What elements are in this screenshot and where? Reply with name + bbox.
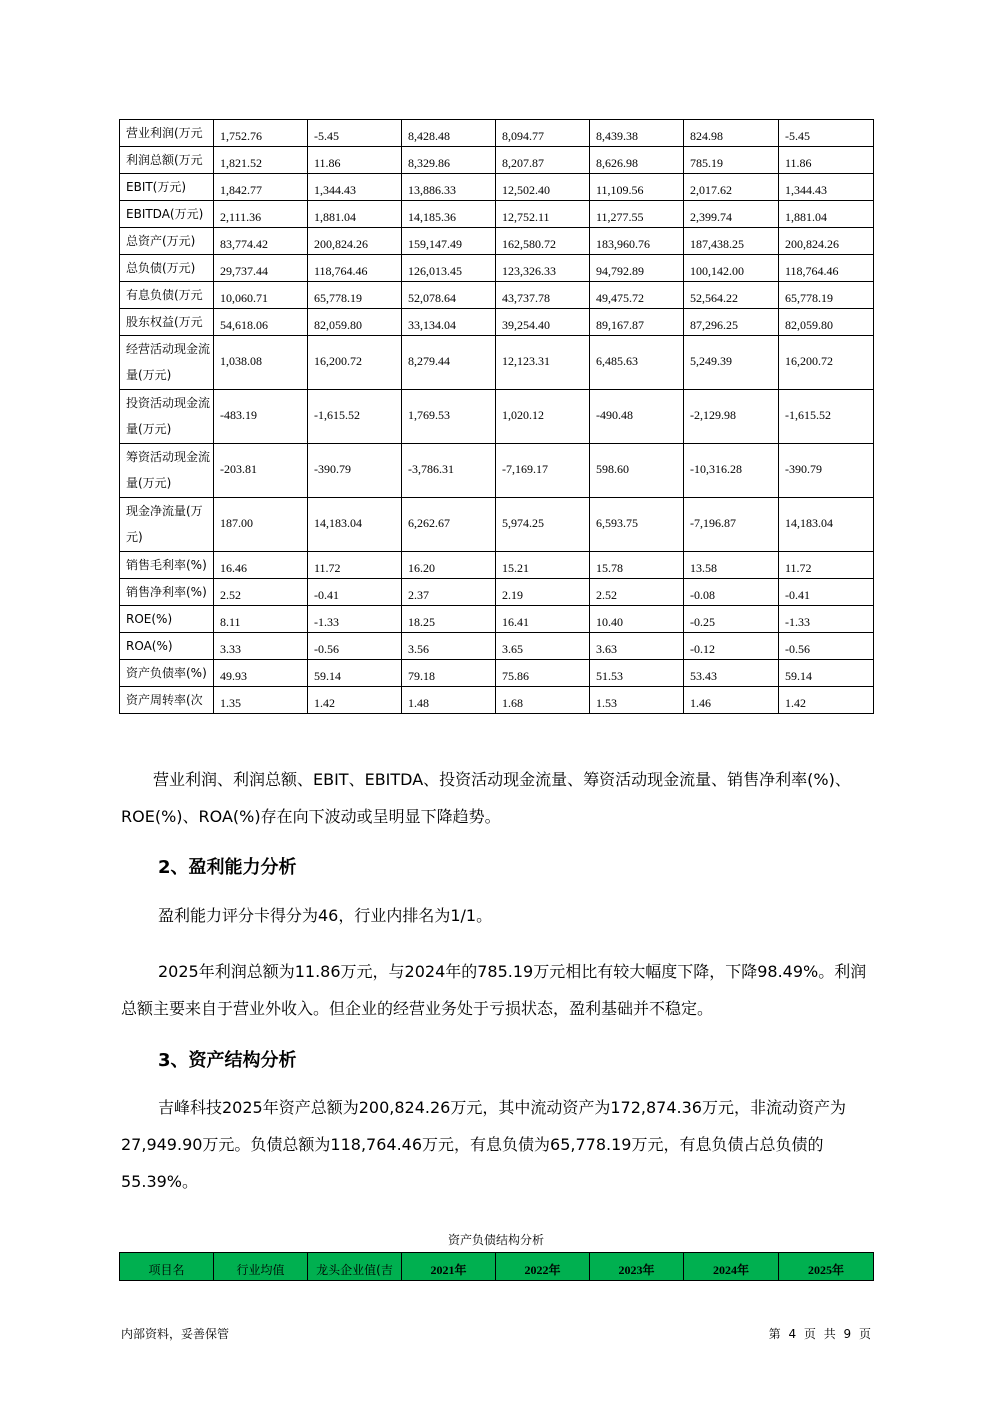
table-cell: 8.11 (214, 606, 308, 633)
table-cell: 53.43 (684, 660, 779, 687)
table-cell: 59.14 (308, 660, 402, 687)
table-row (120, 147, 874, 174)
table-cell: 5,974.25 (496, 498, 590, 552)
footer-confidential-note: 内部资料，妥善保管 (121, 1327, 230, 1341)
table-cell: 54,618.06 (214, 309, 308, 336)
table-cell: -0.41 (779, 579, 874, 606)
table-cell: 200,824.26 (779, 228, 874, 255)
table-cell: -1.33 (779, 606, 874, 633)
table-cell: 1.35 (214, 687, 308, 714)
table-row (120, 552, 874, 579)
table-cell: 2,399.74 (684, 201, 779, 228)
table-cell: 79.18 (402, 660, 496, 687)
table-cell: 1.68 (496, 687, 590, 714)
table-cell: 13.58 (684, 552, 779, 579)
table-cell: 11,277.55 (590, 201, 684, 228)
table-cell: 1,821.52 (214, 147, 308, 174)
table-cell: 8,626.98 (590, 147, 684, 174)
table-cell: 2.37 (402, 579, 496, 606)
table-cell: 8,329.86 (402, 147, 496, 174)
table-cell: 2.52 (590, 579, 684, 606)
table-cell: 123,326.33 (496, 255, 590, 282)
table-row (120, 660, 874, 687)
table-cell: 11.72 (308, 552, 402, 579)
row-label: 销售毛利率(%) (120, 552, 214, 579)
table-cell: -0.56 (779, 633, 874, 660)
table-cell: 1,881.04 (779, 201, 874, 228)
table-row (120, 606, 874, 633)
row-label: EBITDA(万元) (120, 201, 214, 228)
table-cell: 83,774.42 (214, 228, 308, 255)
table-cell: 15.78 (590, 552, 684, 579)
table-cell: 10.40 (590, 606, 684, 633)
table-cell: 49.93 (214, 660, 308, 687)
header-cell-2022: 2022年 (496, 1253, 590, 1281)
table-row (120, 390, 874, 444)
table-cell: 15.21 (496, 552, 590, 579)
table-row (120, 336, 874, 390)
table-cell: -203.81 (214, 444, 308, 498)
table-cell: 89,167.87 (590, 309, 684, 336)
table-cell: 118,764.46 (308, 255, 402, 282)
table-cell: 6,262.67 (402, 498, 496, 552)
table-cell: 126,013.45 (402, 255, 496, 282)
table-cell: 39,254.40 (496, 309, 590, 336)
table-cell: 162,580.72 (496, 228, 590, 255)
table-row (120, 444, 874, 498)
table-cell: -0.56 (308, 633, 402, 660)
asset-liability-structure-table (119, 1252, 874, 1281)
table-cell: -10,316.28 (684, 444, 779, 498)
table-cell: -1,615.52 (308, 390, 402, 444)
table-cell: 12,502.40 (496, 174, 590, 201)
table-cell: -5.45 (779, 120, 874, 147)
table-cell: 118,764.46 (779, 255, 874, 282)
table-cell: -390.79 (308, 444, 402, 498)
table-cell: 87,296.25 (684, 309, 779, 336)
table-cell: 1,020.12 (496, 390, 590, 444)
table-cell: 94,792.89 (590, 255, 684, 282)
table-cell: 1,344.43 (308, 174, 402, 201)
table-cell: -483.19 (214, 390, 308, 444)
table-cell: 33,134.04 (402, 309, 496, 336)
table-cell: 65,778.19 (779, 282, 874, 309)
table-cell: 2,111.36 (214, 201, 308, 228)
table-cell: 11.72 (779, 552, 874, 579)
row-label: 经营活动现金流量(万元) (120, 336, 214, 390)
table-cell: 1.42 (779, 687, 874, 714)
row-label: 股东权益(万元 (120, 309, 214, 336)
table-cell: 16.41 (496, 606, 590, 633)
table-row (120, 255, 874, 282)
row-label: 资产负债率(%) (120, 660, 214, 687)
table-cell: 3.65 (496, 633, 590, 660)
table-cell: 598.60 (590, 444, 684, 498)
table-cell: 82,059.80 (308, 309, 402, 336)
row-label: 筹资活动现金流量(万元) (120, 444, 214, 498)
table-cell: -0.41 (308, 579, 402, 606)
table-row (120, 687, 874, 714)
table-cell: 16.46 (214, 552, 308, 579)
table-cell: 1,881.04 (308, 201, 402, 228)
table-cell: 6,485.63 (590, 336, 684, 390)
table-cell: 8,094.77 (496, 120, 590, 147)
row-label: 营业利润(万元 (120, 120, 214, 147)
table-cell: -0.08 (684, 579, 779, 606)
structure-table-caption: 资产负债结构分析 (447, 1233, 544, 1247)
table-cell: 11.86 (308, 147, 402, 174)
table-cell: 65,778.19 (308, 282, 402, 309)
table-cell: 6,593.75 (590, 498, 684, 552)
table-cell: 82,059.80 (779, 309, 874, 336)
row-label: 现金净流量(万元) (120, 498, 214, 552)
header-cell-industry-avg: 行业均值 (214, 1253, 308, 1281)
row-label: 利润总额(万元 (120, 147, 214, 174)
table-cell: 187,438.25 (684, 228, 779, 255)
header-cell-2024: 2024年 (684, 1253, 779, 1281)
table-cell: 187.00 (214, 498, 308, 552)
table-cell: 3.33 (214, 633, 308, 660)
table-cell: -0.12 (684, 633, 779, 660)
table-cell: 5,249.39 (684, 336, 779, 390)
table-row (120, 633, 874, 660)
table-cell: -390.79 (779, 444, 874, 498)
row-label: 总资产(万元) (120, 228, 214, 255)
table-cell: 2.52 (214, 579, 308, 606)
table-cell: 11.86 (779, 147, 874, 174)
table-cell: -5.45 (308, 120, 402, 147)
table-cell: -1,615.52 (779, 390, 874, 444)
table-cell: 52,078.64 (402, 282, 496, 309)
table-cell: 8,428.48 (402, 120, 496, 147)
table-cell: 49,475.72 (590, 282, 684, 309)
row-label: 资产周转率(次 (120, 687, 214, 714)
table-cell: 1.46 (684, 687, 779, 714)
table-cell: 14,183.04 (308, 498, 402, 552)
table-cell: 14,185.36 (402, 201, 496, 228)
table-cell: 1.48 (402, 687, 496, 714)
row-label: ROE(%) (120, 606, 214, 633)
table-cell: 29,737.44 (214, 255, 308, 282)
table-row (120, 282, 874, 309)
table-cell: 51.53 (590, 660, 684, 687)
table-cell: 159,147.49 (402, 228, 496, 255)
table-cell: 1.42 (308, 687, 402, 714)
section-3-heading: 3、资产结构分析 (158, 1050, 297, 1071)
header-cell-2025: 2025年 (779, 1253, 874, 1281)
row-label: 投资活动现金流量(万元) (120, 390, 214, 444)
table-cell: 1,038.08 (214, 336, 308, 390)
table-cell: 10,060.71 (214, 282, 308, 309)
row-label: EBIT(万元) (120, 174, 214, 201)
table-cell: 14,183.04 (779, 498, 874, 552)
table-cell: -1.33 (308, 606, 402, 633)
table-cell: 2,017.62 (684, 174, 779, 201)
footer-page-number: 第 4 页 共 9 页 (768, 1327, 871, 1341)
table-cell: 43,737.78 (496, 282, 590, 309)
header-cell-leader: 龙头企业值(吉 (308, 1253, 402, 1281)
table-cell: 1,752.76 (214, 120, 308, 147)
table-row (120, 579, 874, 606)
table-cell: -2,129.98 (684, 390, 779, 444)
trend-paragraph: 营业利润、利润总额、EBIT、EBITDA、投资活动现金流量、筹资活动现金流量、销售净利率(%)、ROE(%)、ROA(%)存在向下波动或呈明显下降趋势。 (121, 770, 851, 826)
row-label: 销售净利率(%) (120, 579, 214, 606)
table-cell: 18.25 (402, 606, 496, 633)
table-cell: 16,200.72 (308, 336, 402, 390)
table-row (120, 228, 874, 255)
table-cell: 3.56 (402, 633, 496, 660)
table-cell: 824.98 (684, 120, 779, 147)
table-cell: 52,564.22 (684, 282, 779, 309)
table-cell: -3,786.31 (402, 444, 496, 498)
table-cell: 2.19 (496, 579, 590, 606)
assets-paragraph: 吉峰科技2025年资产总额为200,824.26万元，其中流动资产为172,874.36万元，非流动资产为27,949.90万元。负债总额为118,764.46万元，有息负债为65,778.19万元，有息负债占总负债的55.39%。 (121, 1098, 846, 1191)
table-cell: 1.53 (590, 687, 684, 714)
table-cell: 1,344.43 (779, 174, 874, 201)
table-row (120, 120, 874, 147)
table-row (120, 309, 874, 336)
profit-paragraph: 2025年利润总额为11.86万元，与2024年的785.19万元相比有较大幅度下降，下降98.49%。利润总额主要来自于营业外收入。但企业的经营业务处于亏损状态，盈利基础并不稳定。 (121, 962, 867, 1018)
table-cell: -7,196.87 (684, 498, 779, 552)
header-cell-item: 项目名 (120, 1253, 214, 1281)
table-cell: -0.25 (684, 606, 779, 633)
table-cell: 75.86 (496, 660, 590, 687)
header-cell-2021: 2021年 (402, 1253, 496, 1281)
table-cell: 8,279.44 (402, 336, 496, 390)
table-row (120, 201, 874, 228)
row-label: ROA(%) (120, 633, 214, 660)
header-cell-2023: 2023年 (590, 1253, 684, 1281)
table-cell: 12,752.11 (496, 201, 590, 228)
table-cell: 785.19 (684, 147, 779, 174)
financial-metrics-table (119, 119, 874, 714)
table-cell: 13,886.33 (402, 174, 496, 201)
table-cell: 1,769.53 (402, 390, 496, 444)
table-cell: 16,200.72 (779, 336, 874, 390)
table-cell: 1,842.77 (214, 174, 308, 201)
table-cell: 3.63 (590, 633, 684, 660)
table-cell: 183,960.76 (590, 228, 684, 255)
row-label: 总负债(万元) (120, 255, 214, 282)
table-cell: 16.20 (402, 552, 496, 579)
structure-table-header-row (120, 1253, 874, 1281)
table-cell: 12,123.31 (496, 336, 590, 390)
table-cell: 8,439.38 (590, 120, 684, 147)
table-cell: 200,824.26 (308, 228, 402, 255)
table-cell: 8,207.87 (496, 147, 590, 174)
table-cell: -490.48 (590, 390, 684, 444)
section-2-heading: 2、盈利能力分析 (158, 857, 297, 878)
table-cell: 11,109.56 (590, 174, 684, 201)
table-cell: 100,142.00 (684, 255, 779, 282)
row-label: 有息负债(万元 (120, 282, 214, 309)
table-cell: 59.14 (779, 660, 874, 687)
table-row (120, 174, 874, 201)
table-cell: -7,169.17 (496, 444, 590, 498)
score-paragraph: 盈利能力评分卡得分为46，行业内排名为1/1。 (158, 906, 493, 925)
table-row (120, 498, 874, 552)
